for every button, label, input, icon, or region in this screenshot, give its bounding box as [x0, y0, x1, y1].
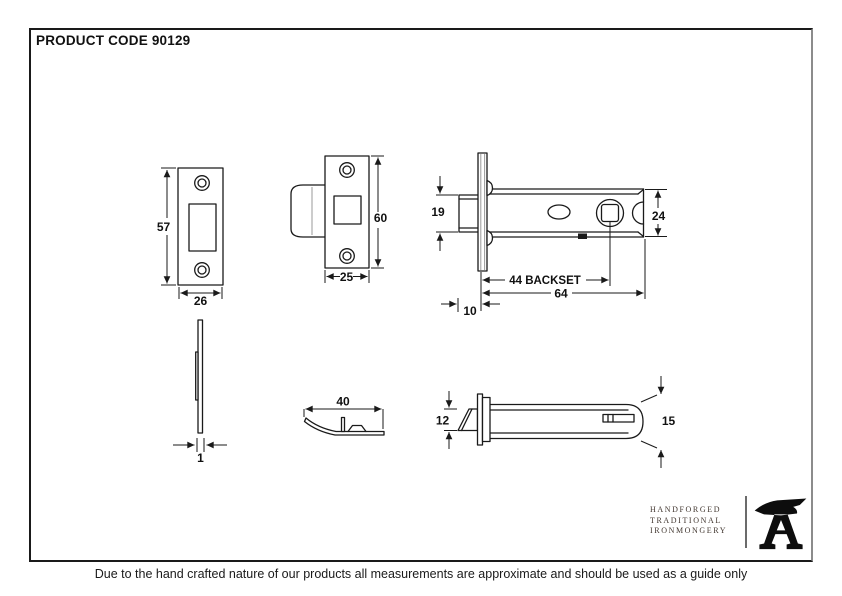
strike-plate-edge-drawing — [304, 395, 384, 436]
strike-length-dim-label: 40 — [336, 394, 350, 409]
strike-height-dim-label: 60 — [373, 211, 388, 225]
brand-wordmark — [650, 505, 744, 537]
faceplate-front-drawing — [157, 168, 223, 308]
plate-thickness-dim-label: 1 — [197, 451, 204, 465]
product-code-label: PRODUCT CODE 90129 — [36, 33, 191, 48]
strike-width-dim-label: 25 — [339, 270, 354, 284]
bolt-height-dim-label: 19 — [431, 205, 445, 219]
tube-diameter-dim-label: 15 — [661, 414, 676, 428]
body-length-dim-label: 64 — [554, 286, 568, 301]
latch-side-view-drawing — [431, 153, 667, 318]
bolt-projection-dim-label: 10 — [463, 304, 477, 318]
faceplate-width-dim-label: 26 — [193, 294, 208, 308]
body-height-dim-label: 24 — [651, 209, 666, 223]
bolt-width-dim-label: 12 — [435, 413, 450, 428]
anvil-logo-icon — [752, 490, 810, 552]
brand-divider — [745, 496, 747, 548]
technical-drawing — [29, 28, 813, 562]
disclaimer-text: Due to the hand crafted nature of our products all measurements are approximate and should be used as a guide only — [94, 567, 748, 581]
brand-line-3: IRONMONGERY — [650, 526, 728, 535]
faceplate-edge-drawing — [173, 320, 227, 465]
strike-plate-front-drawing — [291, 156, 387, 284]
faceplate-height-dim-label: 57 — [156, 220, 171, 234]
backset-dim-label: 44 BACKSET — [509, 275, 581, 287]
latch-top-view-drawing — [436, 376, 676, 468]
brand-line-1: HANDFORGED — [650, 505, 722, 514]
latch-stop-tab — [578, 234, 587, 240]
brand-line-2: TRADITIONAL — [650, 515, 722, 525]
